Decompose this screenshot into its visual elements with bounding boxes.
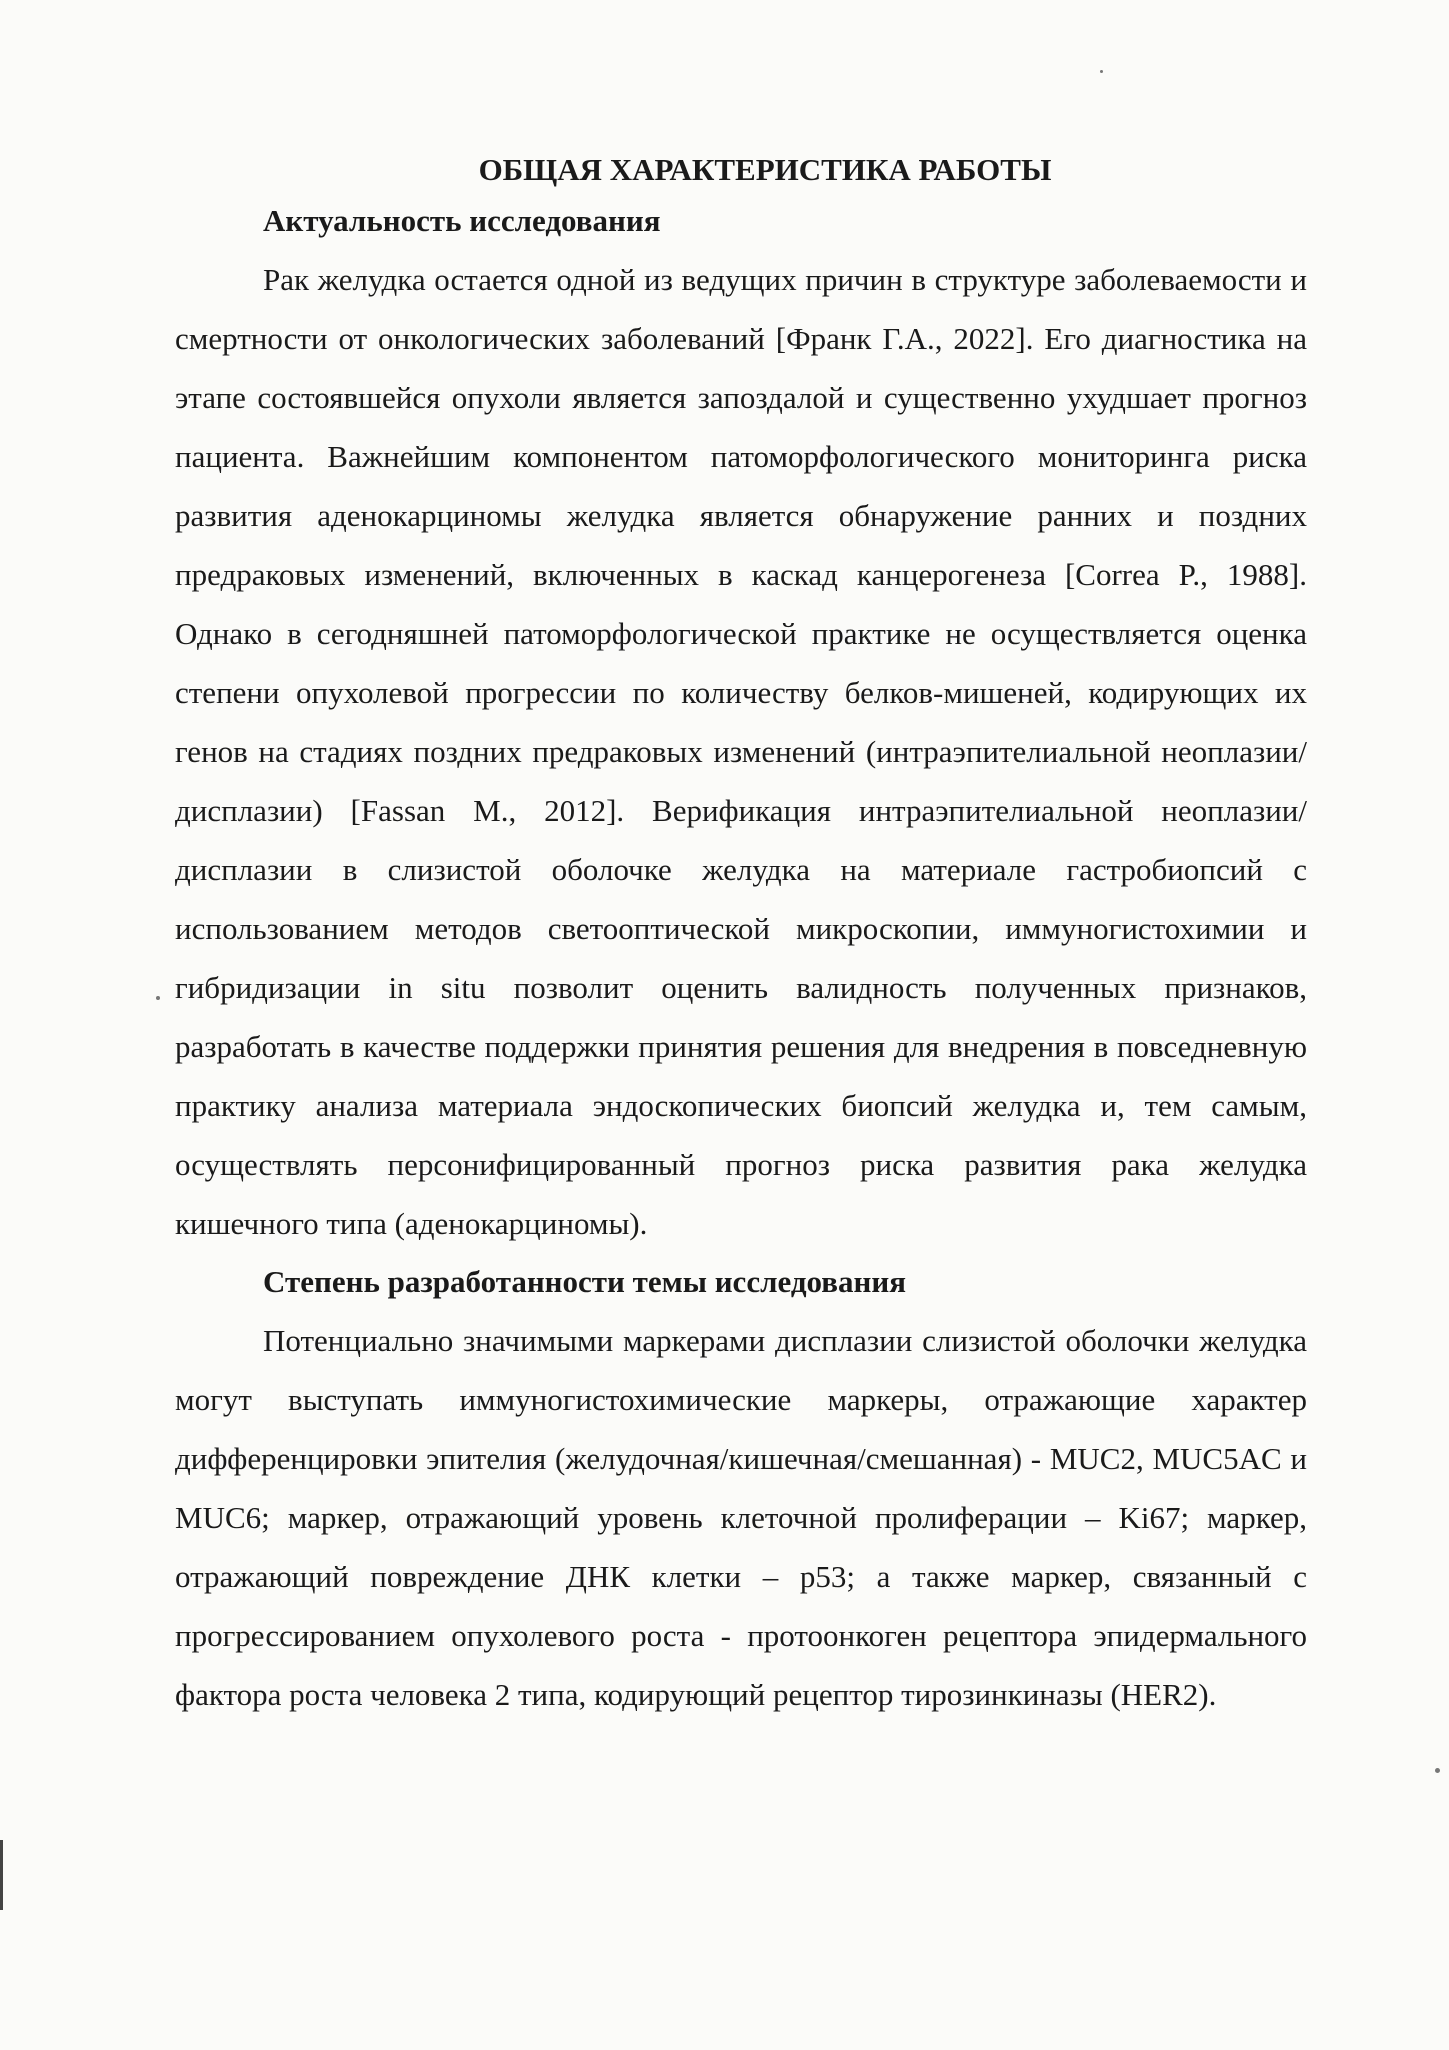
scan-edge-mark bbox=[0, 1840, 3, 1910]
document-body bbox=[175, 148, 1307, 1724]
scan-speck bbox=[1100, 70, 1103, 73]
section-heading-relevance: Актуальность исследования bbox=[263, 203, 661, 238]
section-paragraph-relevance: Рак желудка остается одной из ведущих причин в структуре заболеваемости и смертности от онкологических заболеваний [Франк Г.А., 2022]. Его диагностика на этапе состоявшейся опухоли является запоздалой и существенно ухудшает прогноз пациента. Важнейшим компонентом патоморфологического мониторинга риска развития аденокарциномы желудка является обнаружение ранних и поздних предраковых изменений, включенных в каскад канцерогенеза [Correa P., 1988]. Однако в сегодняшней патоморфологической практике не осуществляется оценка степени опухолевой прогрессии по количеству белков-мишеней, кодирующих их генов на стадиях поздних предраковых изменений (интраэпителиальной неоплазии/дисплазии) [Fassan M., 2012]. Верификация интраэпителиальной неоплазии/дисплазии в слизистой оболочке желудка на материале гастробиопсий с использованием методов светооптической микроскопии, иммуногистохимии и гибридизации in situ позволит оценить валидность полученных признаков, разработать в качестве поддержки принятия решения для внедрения в повседневную практику анализа материала эндоскопических биопсий желудка и, тем самым, осуществлять персонифицированный прогноз риска развития рака желудка кишечного типа (аденокарциномы). bbox=[175, 262, 1307, 1241]
scan-speck bbox=[156, 996, 160, 1000]
document-title: ОБЩАЯ ХАРАКТЕРИСТИКА РАБОТЫ bbox=[478, 152, 1052, 187]
section-paragraph-elaboration: Потенциально значимыми маркерами дисплазии слизистой оболочки желудка могут выступать иммуногистохимические маркеры, отражающие характер дифференцировки эпителия (желудочная/кишечная/смешанная) - MUC2, MUC5AC и MUC6; маркер, отражающий уровень клеточной пролиферации – Ki67; маркер, отражающий повреждение ДНК клетки – p53; а также маркер, связанный с прогрессированием опухолевого роста - протоонкоген рецептора эпидермального фактора роста человека 2 типа, кодирующий рецептор тирозинкиназы (HER2). bbox=[175, 1323, 1307, 1712]
section-heading-elaboration: Степень разработанности темы исследования bbox=[263, 1264, 906, 1299]
scan-speck bbox=[1435, 1768, 1440, 1773]
